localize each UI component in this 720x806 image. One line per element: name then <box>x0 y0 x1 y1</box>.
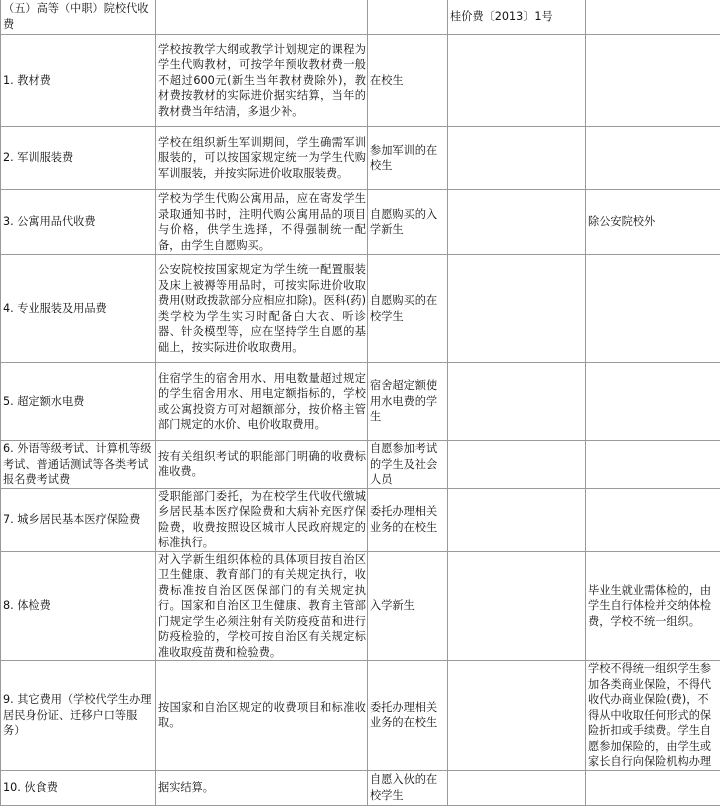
item-name: 5. 超定额水电费 <box>3 394 154 410</box>
fee-content: 住宿学生的宿舍用水、用电数量超过规定的学生宿舍用水、用电定额指标的，学校或公寓投资方可对超额部分，按价格主管部门规定的水价、电价收取费用。 <box>158 371 366 433</box>
remark-cell <box>586 551 720 661</box>
target-cell <box>368 661 448 771</box>
item-name: 3. 公寓用品代收费 <box>3 214 154 230</box>
item-cell <box>1 0 156 35</box>
fee-target: 自愿入伙的在校学生 <box>370 772 446 803</box>
item-cell <box>1 551 156 661</box>
target-cell <box>368 488 448 551</box>
basis-cell <box>448 770 586 805</box>
fee-target: 参加军训的在校生 <box>370 143 446 174</box>
fee-target: 入学新生 <box>370 598 446 614</box>
fee-target: 自愿购买的入学新生 <box>370 207 446 238</box>
target-cell <box>368 770 448 805</box>
remark-cell <box>586 363 720 441</box>
fee-remark: 毕业生就业需体检的，由学生自行体检并交纳体检费，学校不统一组织。 <box>588 583 719 630</box>
table-row <box>1 488 720 551</box>
remark-cell <box>586 661 720 771</box>
remark-cell <box>586 35 720 127</box>
fee-content: 对入学新生组织体检的具体项目按自治区卫生健康、教育部门的有关规定执行，收费标准按自治区医保部门的有关规定执行。国家和自治区卫生健康、教育主管部门规定学生必须注射有关防疫疫苗和进行防疫检验的，学校可按自治区有关规定标准收取疫苗费和检验费。 <box>158 552 366 661</box>
table-row <box>1 661 720 771</box>
table-row <box>1 363 720 441</box>
content-cell <box>156 488 368 551</box>
table-row <box>1 770 720 805</box>
fee-target: 宿舍超定额使用水电费的学生 <box>370 378 446 425</box>
fee-remark: 学校不得统一组织学生参加各类商业保险，不得代收代办商业保险(费)，不得从中收取任何形式的保险折扣或手续费。学生自愿参加保险的，由学生或家长自行向保险机构办理 <box>588 661 719 770</box>
remark-cell <box>586 488 720 551</box>
target-cell <box>368 35 448 127</box>
remark-cell <box>586 0 720 35</box>
basis-cell <box>448 255 586 363</box>
table-row <box>1 441 720 489</box>
fee-remark: 除公安院校外 <box>588 214 719 230</box>
item-cell <box>1 441 156 489</box>
target-cell <box>368 551 448 661</box>
content-cell <box>156 35 368 127</box>
basis-cell <box>448 488 586 551</box>
remark-cell <box>586 770 720 805</box>
basis-cell <box>448 551 586 661</box>
item-cell <box>1 127 156 190</box>
item-cell <box>1 488 156 551</box>
fee-target: 委托办理相关业务的在校生 <box>370 700 446 731</box>
item-name: 6. 外语等级考试、计算机等级考试、普通话测试等各类考试报名费考试费 <box>3 441 154 488</box>
remark-cell <box>586 255 720 363</box>
basis-cell <box>448 127 586 190</box>
content-cell <box>156 255 368 363</box>
remark-cell <box>586 190 720 255</box>
content-cell <box>156 0 368 35</box>
item-cell <box>1 661 156 771</box>
fee-basis: 桂价费〔2013〕1号 <box>450 9 584 25</box>
item-cell <box>1 35 156 127</box>
item-name: 9. 其它费用（学校代学生办理居民身份证、迁移户口等服务） <box>3 692 154 739</box>
basis-cell <box>448 0 586 35</box>
content-cell <box>156 770 368 805</box>
fee-content: 公安院校按国家规定为学生统一配置服装及床上被褥等用品时，可按实际进价收取费用(财政拨款部分应相应扣除)。医科(药)类学校为学生实习时配备白大衣、听诊器、针灸模型等，应在坚持学生自愿的基础上，按实际进价收取费用。 <box>158 262 366 355</box>
target-cell <box>368 0 448 35</box>
item-name: 7. 城乡居民基本医疗保险费 <box>3 512 154 528</box>
content-cell <box>156 441 368 489</box>
content-cell <box>156 127 368 190</box>
item-name: 2. 军训服装费 <box>3 150 154 166</box>
item-cell <box>1 190 156 255</box>
item-name: 4. 专业服装及用品费 <box>3 301 154 317</box>
basis-cell <box>448 441 586 489</box>
item-name: 1. 教材费 <box>3 73 154 89</box>
basis-cell <box>448 363 586 441</box>
fee-content: 按有关组织考试的职能部门明确的收费标准收费。 <box>158 449 366 480</box>
table-row <box>1 255 720 363</box>
target-cell <box>368 441 448 489</box>
basis-cell <box>448 35 586 127</box>
item-name: 8. 体检费 <box>3 598 154 614</box>
target-cell <box>368 255 448 363</box>
content-cell <box>156 190 368 255</box>
fee-content: 学校按教学大纲或教学计划规定的课程为学生代购教材，可按学年预收教材费一般不超过600元(新生当年教材费除外)，教材费按教材的实际进价据实结算，当年的教材费当年结清，多退少补。 <box>158 42 366 120</box>
fee-target: 自愿参加考试的学生及社会人员 <box>370 441 446 488</box>
target-cell <box>368 190 448 255</box>
item-name: （五）高等（中职）院校代收费 <box>3 1 154 32</box>
remark-cell <box>586 441 720 489</box>
fee-content: 据实结算。 <box>158 780 366 796</box>
item-name: 10. 伙食费 <box>3 780 154 796</box>
table-row <box>1 551 720 661</box>
basis-cell <box>448 661 586 771</box>
target-cell <box>368 127 448 190</box>
table-row <box>1 0 720 35</box>
item-cell <box>1 255 156 363</box>
table-row <box>1 127 720 190</box>
fee-target: 委托办理相关业务的在校生 <box>370 504 446 535</box>
basis-cell <box>448 190 586 255</box>
fee-content: 学校在组织新生军训期间，学生确需军训服装的，可以按国家规定统一为学生代购军训服装，并按实际进价收取服装费。 <box>158 135 366 182</box>
item-cell <box>1 770 156 805</box>
target-cell <box>368 363 448 441</box>
remark-cell <box>586 127 720 190</box>
fee-target: 在校生 <box>370 73 446 89</box>
content-cell <box>156 363 368 441</box>
table-row <box>1 190 720 255</box>
content-cell <box>156 551 368 661</box>
fee-content: 按国家和自治区规定的收费项目和标准收取。 <box>158 700 366 731</box>
fee-target: 自愿购买的在校学生 <box>370 293 446 324</box>
table-row <box>1 35 720 127</box>
fee-content: 学校为学生代购公寓用品，应在寄发学生录取通知书时，注明代购公寓用品的项目与价格，供学生选择，不得强制统一配备，由学生自愿购买。 <box>158 191 366 253</box>
content-cell <box>156 661 368 771</box>
item-cell <box>1 363 156 441</box>
fee-content: 受职能部门委托，为在校学生代收代缴城乡居民基本医疗保险费和大病补充医疗保险费，收费按照设区城市人民政府规定的标准执行。 <box>158 489 366 551</box>
